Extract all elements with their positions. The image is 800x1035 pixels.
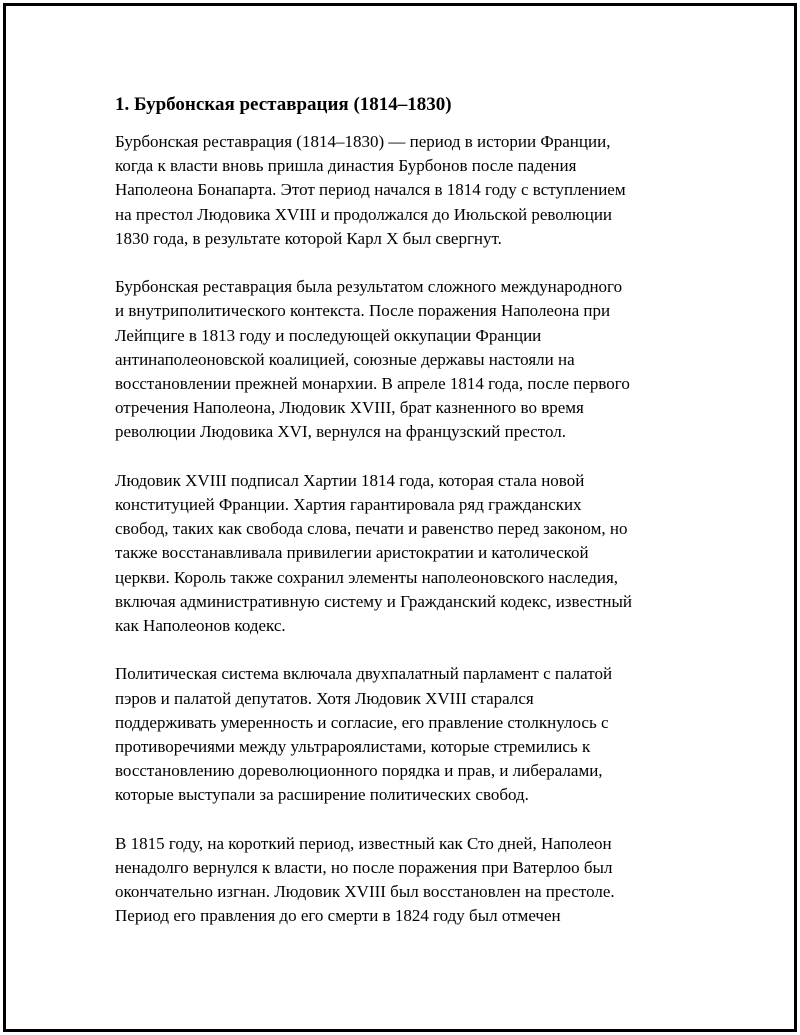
text-line: свобод, таких как свобода слова, печати и равенство перед законом, но [115,519,628,539]
text-line: и внутриполитического контекста. После поражения Наполеона при [115,301,611,321]
section-heading: 1. Бурбонская реставрация (1814–1830) [115,94,452,115]
paragraph-1 [115,130,690,251]
text-line: Политическая система включала двухпалатный парламент с палатой [115,664,613,684]
text-line: ненадолго вернулся к власти, но после поражения при Ватерлоо был [115,858,613,878]
text-line: включая административную систему и Гражданский кодекс, известный [115,591,633,611]
text-line: также восстанавливала привилегии аристократии и католической [115,543,589,563]
text-line: как Наполеонов кодекс. [115,616,286,636]
text-line: конституцией Франции. Хартия гарантировала ряд гражданских [115,495,582,515]
text-line: восстановлению дореволюционного порядка и прав, и либералами, [115,761,603,781]
text-line: 1830 года, в результате которой Карл X был свергнут. [115,228,502,248]
text-line: которые выступали за расширение политических свобод. [115,785,529,805]
text-line: окончательно изгнан. Людовик XVIII был восстановлен на престоле. [115,882,615,902]
paragraph-4 [115,662,690,807]
text-line: антинаполеоновской коалицией, союзные державы настояли на [115,349,575,369]
text-line: Бурбонская реставрация (1814–1830) — период в истории Франции, [115,132,611,151]
text-line: поддерживать умеренность и согласие, его правление столкнулось с [115,712,609,732]
text-line: революции Людовика XVI, вернулся на французский престол. [115,422,566,442]
paragraph-5 [115,832,690,929]
text-line: Наполеона Бонапарта. Этот период начался в 1814 году с вступлением [115,180,626,200]
text-line: когда к власти вновь пришла династия Бурбонов после падения [115,156,577,176]
text-line: на престол Людовика XVIII и продолжался до Июльской революции [115,204,613,224]
text-line: Лейпциге в 1813 году и последующей оккупации Франции [115,325,542,345]
text-line: отречения Наполеона, Людовик XVIII, брат казненного во время [115,398,584,418]
text-line: Бурбонская реставрация была результатом сложного международного [115,277,623,297]
paragraph-3 [115,469,690,638]
text-line: В 1815 году, на короткий период, известный как Сто дней, Наполеон [115,833,612,853]
text-line: церкви. Король также сохранил элементы наполеоновского наследия, [115,567,619,587]
text-line: Людовик XVIII подписал Хартии 1814 года, которая стала новой [115,470,585,490]
document-body [115,93,690,953]
text-line: Период его правления до его смерти в 1824 году был отмечен [115,906,561,926]
paragraph-2 [115,275,690,444]
text-line: пэров и палатой депутатов. Хотя Людовик XVIII старался [115,688,534,708]
text-line: восстановлении прежней монархии. В апреле 1814 года, после первого [115,374,630,394]
text-line: противоречиями между ультрароялистами, которые стремились к [115,737,591,757]
